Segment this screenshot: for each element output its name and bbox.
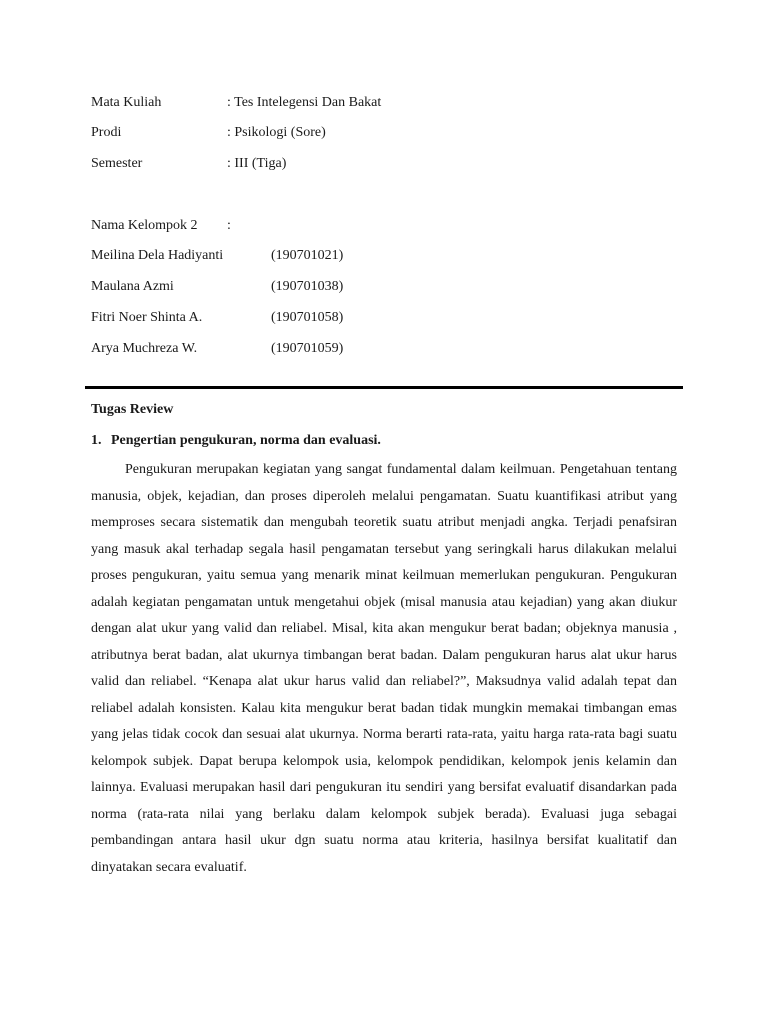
section-heading	[91, 432, 381, 450]
info-value: : Psikologi (Sore)	[227, 125, 326, 140]
review-title: Tugas Review	[91, 402, 174, 417]
info-label: Mata Kuliah	[91, 95, 162, 110]
member-nim: (190701038)	[271, 279, 344, 294]
info-label: Semester	[91, 156, 143, 171]
horizontal-rule-shadow	[85, 388, 683, 389]
member-name: Meilina Dela Hadiyanti	[91, 248, 224, 263]
body-paragraph: Pengukuran merupakan kegiatan yang sangat fundamental dalam keilmuan. Pengetahuan tentang manusia, objek, kejadian, dan proses diperoleh melalui pengamatan. Suatu kuantifikasi atribut yang memproses secara sistematik dan mengubah teoretik suatu atribut menjadi angka. Terjadi penafsiran yang masuk akal terhadap segala hasil pengamatan tersebut yang seringkali harus dilakukan melalui proses pengukuran, yaitu semua yang menarik minat keilmuan memerlukan pengukuran. Pengukuran adalah kegiatan pengamatan untuk mengetahui objek (misal manusia atau kejadian) yang akan diukur dengan alat ukur yang valid dan reliabel. Misal, kita akan mengukur berat badan; objeknya manusia , atributnya berat badan, alat ukurnya timbangan berat badan. Dalam pengukuran harus alat ukur harus valid dan reliabel. “Kenapa alat ukur harus valid dan reliabel?”, Maksudnya valid adalah tepat dan reliabel adalah konsisten. Kalau kita mengukur berat badan tidak mungkin memakai timbangan emas yang jelas tidak cocok dan sesuai alat ukurnya. Norma berarti rata-rata, yaitu harga rata-rata bagi suatu kelompok subjek. Dapat berupa kelompok usia, kelompok pendidikan, kelompok jenis kelamin dan lainnya. Evaluasi merupakan hasil dari pengukuran itu sendiri yang bersifat evaluatif disandarkan pada norma (rata-rata nilai yang berlaku dalam kelompok subjek berada). Evaluasi juga sebagai pembandingan antara hasil ukur dgn suatu norma atau kriteria, hasilnya bersifat kualitatif dan dinyatakan secara evaluatif.	[91, 462, 677, 875]
member-name: Arya Muchreza W.	[91, 341, 198, 356]
section-number: 1.	[91, 433, 102, 448]
info-label: Prodi	[91, 125, 122, 140]
member-name: Maulana Azmi	[91, 279, 174, 294]
group-colon: :	[227, 218, 231, 233]
member-nim: (190701058)	[271, 310, 344, 325]
info-value: : III (Tiga)	[227, 156, 287, 171]
member-nim: (190701021)	[271, 248, 344, 263]
group-label: Nama Kelompok 2	[91, 218, 198, 233]
member-name: Fitri Noer Shinta A.	[91, 310, 203, 325]
info-value: : Tes Intelegensi Dan Bakat	[227, 95, 382, 110]
member-nim: (190701059)	[271, 341, 344, 356]
section-title: Pengertian pengukuran, norma dan evaluasi.	[111, 433, 381, 448]
